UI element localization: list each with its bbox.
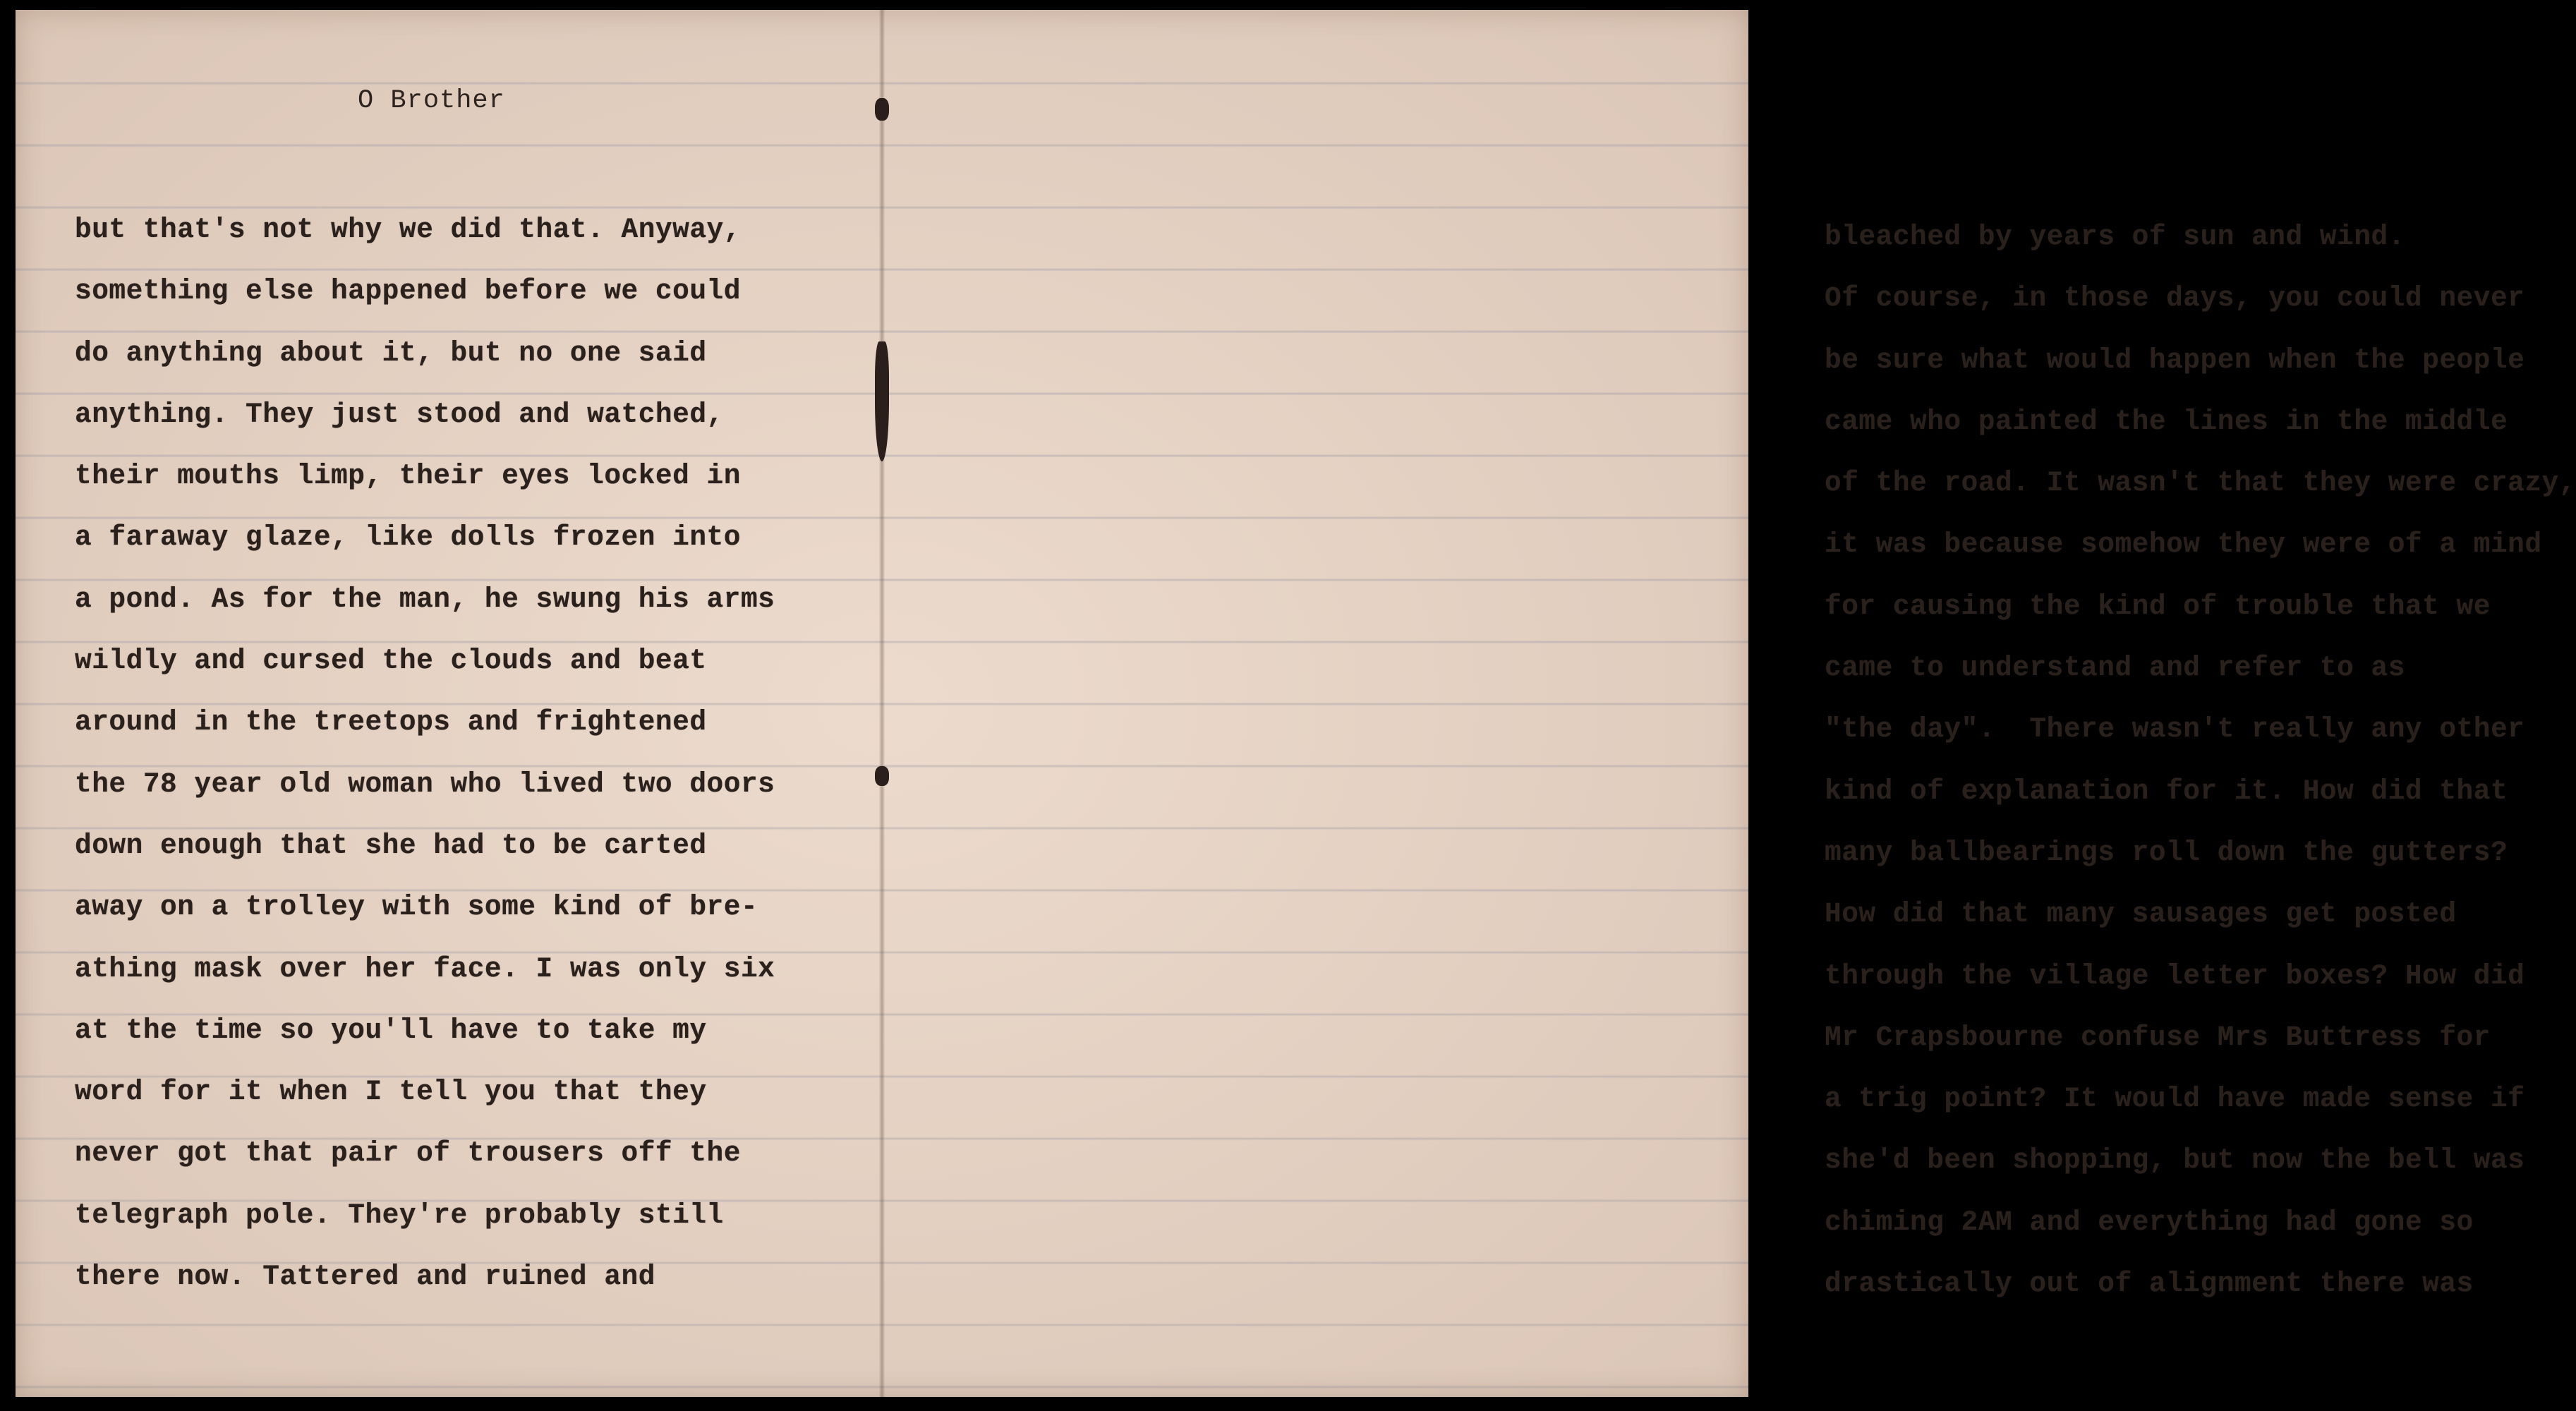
text-line: around in the treetops and frightened (75, 706, 707, 739)
text-line: chiming 2AM and everything had gone so (1825, 1206, 2474, 1238)
text-line: at the time so you'll have to take my (75, 1014, 707, 1046)
text-line: came to understand and refer to as (1825, 652, 2405, 684)
text-line: a trig point? It would have made sense if (1825, 1083, 2525, 1115)
text-line: athing mask over her face. I was only six (75, 952, 775, 985)
left-page (16, 10, 882, 1397)
left-page-text (75, 199, 775, 1307)
text-line: anything. They just stood and watched, (75, 398, 724, 430)
text-line: drastically out of alignment there was (1825, 1268, 2474, 1300)
text-line: telegraph pole. They're probably still (75, 1199, 724, 1231)
text-line: through the village letter boxes? How did (1825, 959, 2525, 992)
text-line: their mouths limp, their eyes locked in (75, 460, 741, 492)
text-line: "the day". There wasn't really any other (1825, 713, 2525, 746)
text-line: do anything about it, but no one said (75, 337, 707, 369)
text-line: down enough that she had to be carted (75, 829, 707, 861)
text-line: never got that pair of trousers off the (75, 1137, 741, 1170)
text-line: be sure what would happen when the people (1825, 344, 2525, 376)
typewritten-book-spread (16, 10, 2576, 1397)
text-line: bleached by years of sun and wind. (1825, 221, 2405, 253)
text-line: she'd been shopping, but now the bell was (1825, 1144, 2525, 1177)
text-line: kind of explanation for it. How did that (1825, 775, 2508, 807)
text-line: a pond. As for the man, he swung his arms (75, 583, 775, 615)
right-page (882, 10, 2576, 1397)
text-line: How did that many sausages get posted (1825, 898, 2457, 931)
text-line: it was because somehow they were of a mind (1825, 528, 2542, 561)
text-line: wildly and cursed the clouds and beat (75, 645, 707, 677)
text-line: away on a trolley with some kind of bre- (75, 891, 758, 923)
right-page-text (1825, 206, 2576, 1314)
text-line: the 78 year old woman who lived two doors (75, 768, 775, 800)
text-line: a faraway glaze, like dolls frozen into (75, 521, 741, 554)
text-line: Of course, in those days, you could never (1825, 282, 2525, 315)
text-line: Mr Crapsbourne confuse Mrs Buttress for (1825, 1021, 2491, 1053)
text-line: many ballbearings roll down the gutters? (1825, 836, 2508, 868)
text-line: came who painted the lines in the middle (1825, 405, 2508, 437)
text-line: but that's not why we did that. Anyway, (75, 214, 741, 246)
text-line: for causing the kind of trouble that we (1825, 590, 2491, 622)
text-line: word for it when I tell you that they (75, 1076, 707, 1108)
text-line: of the road. It wasn't that they were crazy, (1825, 467, 2576, 499)
text-line: there now. Tattered and ruined and (75, 1261, 655, 1293)
text-line: something else happened before we could (75, 275, 741, 308)
running-head: O Brother (358, 86, 505, 116)
